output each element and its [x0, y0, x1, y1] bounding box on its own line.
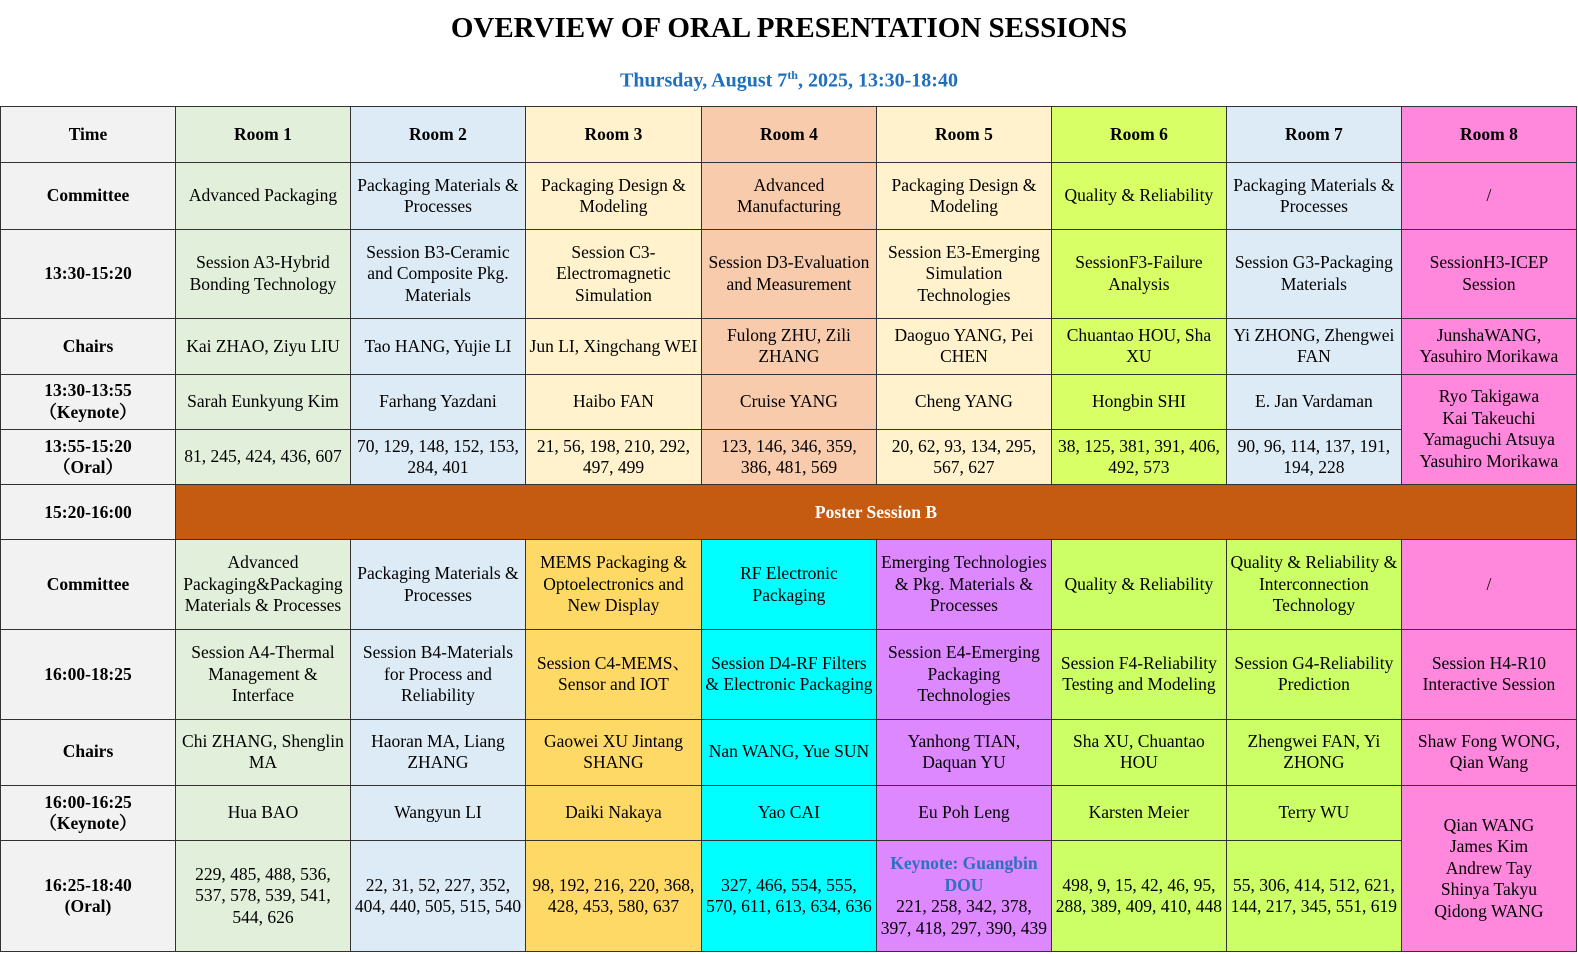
- committee-cell: Quality & Reliability: [1051, 540, 1226, 630]
- speaker-name: Yasuhiro Morikawa: [1419, 450, 1559, 471]
- keynote-row-2: [1, 785, 1577, 840]
- chairs-cell: Yi ZHONG, Zhengwei FAN: [1226, 319, 1401, 374]
- chairs-cell: Chi ZHANG, Shenglin MA: [175, 719, 350, 785]
- chairs-cell: Shaw Fong WONG, Qian Wang: [1401, 719, 1576, 785]
- speaker-name: Qian WANG: [1443, 814, 1535, 835]
- session-cell: Session F4-Reliability Testing and Modeling: [1051, 630, 1226, 720]
- chairs-cell: Tao HANG, Yujie LI: [350, 319, 525, 374]
- session-cell: Session E3-Emerging Simulation Technologies: [876, 229, 1051, 319]
- speaker-name: Yamaguchi Atsuya: [1422, 429, 1555, 450]
- chairs-row-2: [1, 719, 1577, 785]
- session-cell: Session A4-Thermal Management & Interface: [175, 630, 350, 720]
- committee-cell: Quality & Reliability: [1051, 163, 1226, 229]
- session-row-1: [1, 229, 1577, 319]
- oral-tag: （Oral）: [52, 457, 123, 478]
- chairs-cell: Gaowei XU Jintang SHANG: [525, 719, 701, 785]
- keynote-row-1: [1, 374, 1577, 429]
- keynote-cell: Hua BAO: [175, 785, 350, 840]
- keynote-time-label: [1, 785, 176, 840]
- keynote-cell: Daiki Nakaya: [525, 785, 701, 840]
- session-cell: Session E4-Emerging Packaging Technologies: [876, 630, 1051, 720]
- oral-cell: 70, 129, 148, 152, 153, 284, 401: [350, 429, 525, 484]
- speaker-name: Qidong WANG: [1434, 900, 1544, 921]
- session-cell: Session C4-MEMS、Sensor and IOT: [525, 630, 701, 720]
- oral-cell: 22, 31, 52, 227, 352, 404, 440, 505, 515, 540: [350, 841, 525, 952]
- chairs-cell: JunshaWANG, Yasuhiro Morikawa: [1401, 319, 1576, 374]
- speaker-name: Shinya Takyu: [1440, 879, 1538, 900]
- header-time: Time: [1, 107, 176, 163]
- oral-row-2: [1, 841, 1577, 952]
- keynote-cell: Cruise YANG: [701, 374, 876, 429]
- header-room-4: Room 4: [701, 107, 876, 163]
- session-cell: Session G4-Reliability Prediction: [1226, 630, 1401, 720]
- chairs-cell: Yanhong TIAN, Daquan YU: [876, 719, 1051, 785]
- chairs-cell: Zhengwei FAN, Yi ZHONG: [1226, 719, 1401, 785]
- session-cell: Session B3-Ceramic and Composite Pkg. Materials: [350, 229, 525, 319]
- oral-cell: 229, 485, 488, 536, 537, 578, 539, 541, 544, 626: [175, 841, 350, 952]
- committee-cell: Packaging Materials & Processes: [350, 163, 525, 229]
- speaker-name: Ryo Takigawa: [1438, 386, 1540, 407]
- keynote-cell: Karsten Meier: [1051, 785, 1226, 840]
- schedule-table: [0, 106, 1577, 952]
- chairs-cell: Daoguo YANG, Pei CHEN: [876, 319, 1051, 374]
- oral-cell-room5: [876, 841, 1051, 952]
- header-room-1: Room 1: [175, 107, 350, 163]
- chairs-label: Chairs: [1, 719, 176, 785]
- break-time-label: 15:20-16:00: [1, 485, 176, 540]
- keynote-cell: Haibo FAN: [525, 374, 701, 429]
- chairs-cell: Chuantao HOU, Sha XU: [1051, 319, 1226, 374]
- committee-cell: Quality & Reliability & Interconnection Technology: [1226, 540, 1401, 630]
- header-room-6: Room 6: [1051, 107, 1226, 163]
- committee-cell: Emerging Technologies & Pkg. Materials & Processes: [876, 540, 1051, 630]
- oral-time-label: [1, 841, 176, 952]
- session-cell: SessionH3-ICEP Session: [1401, 229, 1576, 319]
- oral-cell: 81, 245, 424, 436, 607: [175, 429, 350, 484]
- oral-cell: 38, 125, 381, 391, 406, 492, 573: [1051, 429, 1226, 484]
- committee-cell: MEMS Packaging & Optoelectronics and New Display: [525, 540, 701, 630]
- committee-cell: Advanced Packaging&Packaging Materials & Processes: [175, 540, 350, 630]
- header-room-5: Room 5: [876, 107, 1051, 163]
- chairs-cell: Kai ZHAO, Ziyu LIU: [175, 319, 350, 374]
- committee-cell: Packaging Materials & Processes: [1226, 163, 1401, 229]
- keynote-tag: （Keynote）: [39, 813, 137, 834]
- keynote-cell: Hongbin SHI: [1051, 374, 1226, 429]
- committee-cell: Packaging Design & Modeling: [876, 163, 1051, 229]
- committee-cell: /: [1401, 163, 1576, 229]
- session-time-label: 13:30-15:20: [1, 229, 176, 319]
- subtitle-time: , 2025, 13:30-18:40: [797, 69, 958, 92]
- subtitle-ordinal: th: [787, 68, 798, 82]
- committee-cell: Advanced Packaging: [175, 163, 350, 229]
- oral-tag: (Oral): [64, 896, 112, 917]
- oral-keynote-label: Keynote: Guangbin DOU: [890, 853, 1038, 895]
- oral-time: 13:55-15:20: [44, 435, 132, 456]
- chairs-cell: Haoran MA, Liang ZHANG: [350, 719, 525, 785]
- keynote-time-label: [1, 374, 176, 429]
- committee-cell: Advanced Manufacturing: [701, 163, 876, 229]
- session-cell: Session G3-Packaging Materials: [1226, 229, 1401, 319]
- keynote-tag: （Keynote）: [39, 401, 137, 422]
- chairs-cell: Nan WANG, Yue SUN: [701, 719, 876, 785]
- keynote-cell: Eu Poh Leng: [876, 785, 1051, 840]
- committee-cell: Packaging Design & Modeling: [525, 163, 701, 229]
- committee-row-2: [1, 540, 1577, 630]
- chairs-label: Chairs: [1, 319, 176, 374]
- session-row-2: [1, 630, 1577, 720]
- room8-speakers-1: [1401, 374, 1576, 485]
- session-cell: Session D3-Evaluation and Measurement: [701, 229, 876, 319]
- committee-cell: RF Electronic Packaging: [701, 540, 876, 630]
- speaker-name: Andrew Tay: [1445, 857, 1533, 878]
- session-time-label: 16:00-18:25: [1, 630, 176, 720]
- keynote-cell: Wangyun LI: [350, 785, 525, 840]
- oral-papers: 221, 258, 342, 378, 397, 418, 297, 390, 439: [880, 896, 1048, 938]
- keynote-cell: E. Jan Vardaman: [1226, 374, 1401, 429]
- committee-label: Committee: [1, 540, 176, 630]
- chairs-cell: Sha XU, Chuantao HOU: [1051, 719, 1226, 785]
- oral-cell: 55, 306, 414, 512, 621, 144, 217, 345, 551, 619: [1226, 841, 1401, 952]
- keynote-time: 13:30-13:55: [44, 380, 132, 401]
- chairs-row-1: [1, 319, 1577, 374]
- committee-label: Committee: [1, 163, 176, 229]
- header-room-7: Room 7: [1226, 107, 1401, 163]
- header-row: [1, 107, 1577, 163]
- page-title: OVERVIEW OF ORAL PRESENTATION SESSIONS: [450, 12, 1128, 44]
- header-room-2: Room 2: [350, 107, 525, 163]
- poster-row: [1, 485, 1577, 540]
- chairs-cell: Jun LI, Xingchang WEI: [525, 319, 701, 374]
- speaker-name: James Kim: [1449, 836, 1529, 857]
- oral-cell: 498, 9, 15, 42, 46, 95, 288, 389, 409, 410, 448: [1051, 841, 1226, 952]
- oral-cell: 90, 96, 114, 137, 191, 194, 228: [1226, 429, 1401, 484]
- poster-session-banner: Poster Session B: [175, 485, 1576, 540]
- session-cell: Session C3-Electromagnetic Simulation: [525, 229, 701, 319]
- keynote-cell: Sarah Eunkyung Kim: [175, 374, 350, 429]
- oral-time: 16:25-18:40: [44, 874, 132, 895]
- oral-time-label: [1, 429, 176, 484]
- committee-cell: Packaging Materials & Processes: [350, 540, 525, 630]
- oral-row-1: [1, 429, 1577, 484]
- header-room-8: Room 8: [1401, 107, 1576, 163]
- page-subtitle: [0, 68, 1578, 93]
- session-cell: SessionF3-Failure Analysis: [1051, 229, 1226, 319]
- room8-speakers-2: [1401, 785, 1576, 951]
- keynote-cell: Cheng YANG: [876, 374, 1051, 429]
- session-cell: Session A3-Hybrid Bonding Technology: [175, 229, 350, 319]
- keynote-time: 16:00-16:25: [44, 791, 132, 812]
- committee-row-1: [1, 163, 1577, 229]
- chairs-cell: Fulong ZHU, Zili ZHANG: [701, 319, 876, 374]
- header-room-3: Room 3: [525, 107, 701, 163]
- session-cell: Session B4-Materials for Process and Reliability: [350, 630, 525, 720]
- oral-cell: 327, 466, 554, 555, 570, 611, 613, 634, 636: [701, 841, 876, 952]
- oral-cell: 21, 56, 198, 210, 292, 497, 499: [525, 429, 701, 484]
- keynote-cell: Farhang Yazdani: [350, 374, 525, 429]
- subtitle-date: Thursday, August 7: [620, 69, 788, 92]
- session-cell: Session H4-R10 Interactive Session: [1401, 630, 1576, 720]
- session-cell: Session D4-RF Filters & Electronic Packaging: [701, 630, 876, 720]
- keynote-cell: Terry WU: [1226, 785, 1401, 840]
- committee-cell: /: [1401, 540, 1576, 630]
- keynote-cell: Yao CAI: [701, 785, 876, 840]
- oral-cell: 123, 146, 346, 359, 386, 481, 569: [701, 429, 876, 484]
- speaker-name: Kai Takeuchi: [1442, 407, 1536, 428]
- oral-cell: 20, 62, 93, 134, 295, 567, 627: [876, 429, 1051, 484]
- oral-cell: 98, 192, 216, 220, 368, 428, 453, 580, 637: [525, 841, 701, 952]
